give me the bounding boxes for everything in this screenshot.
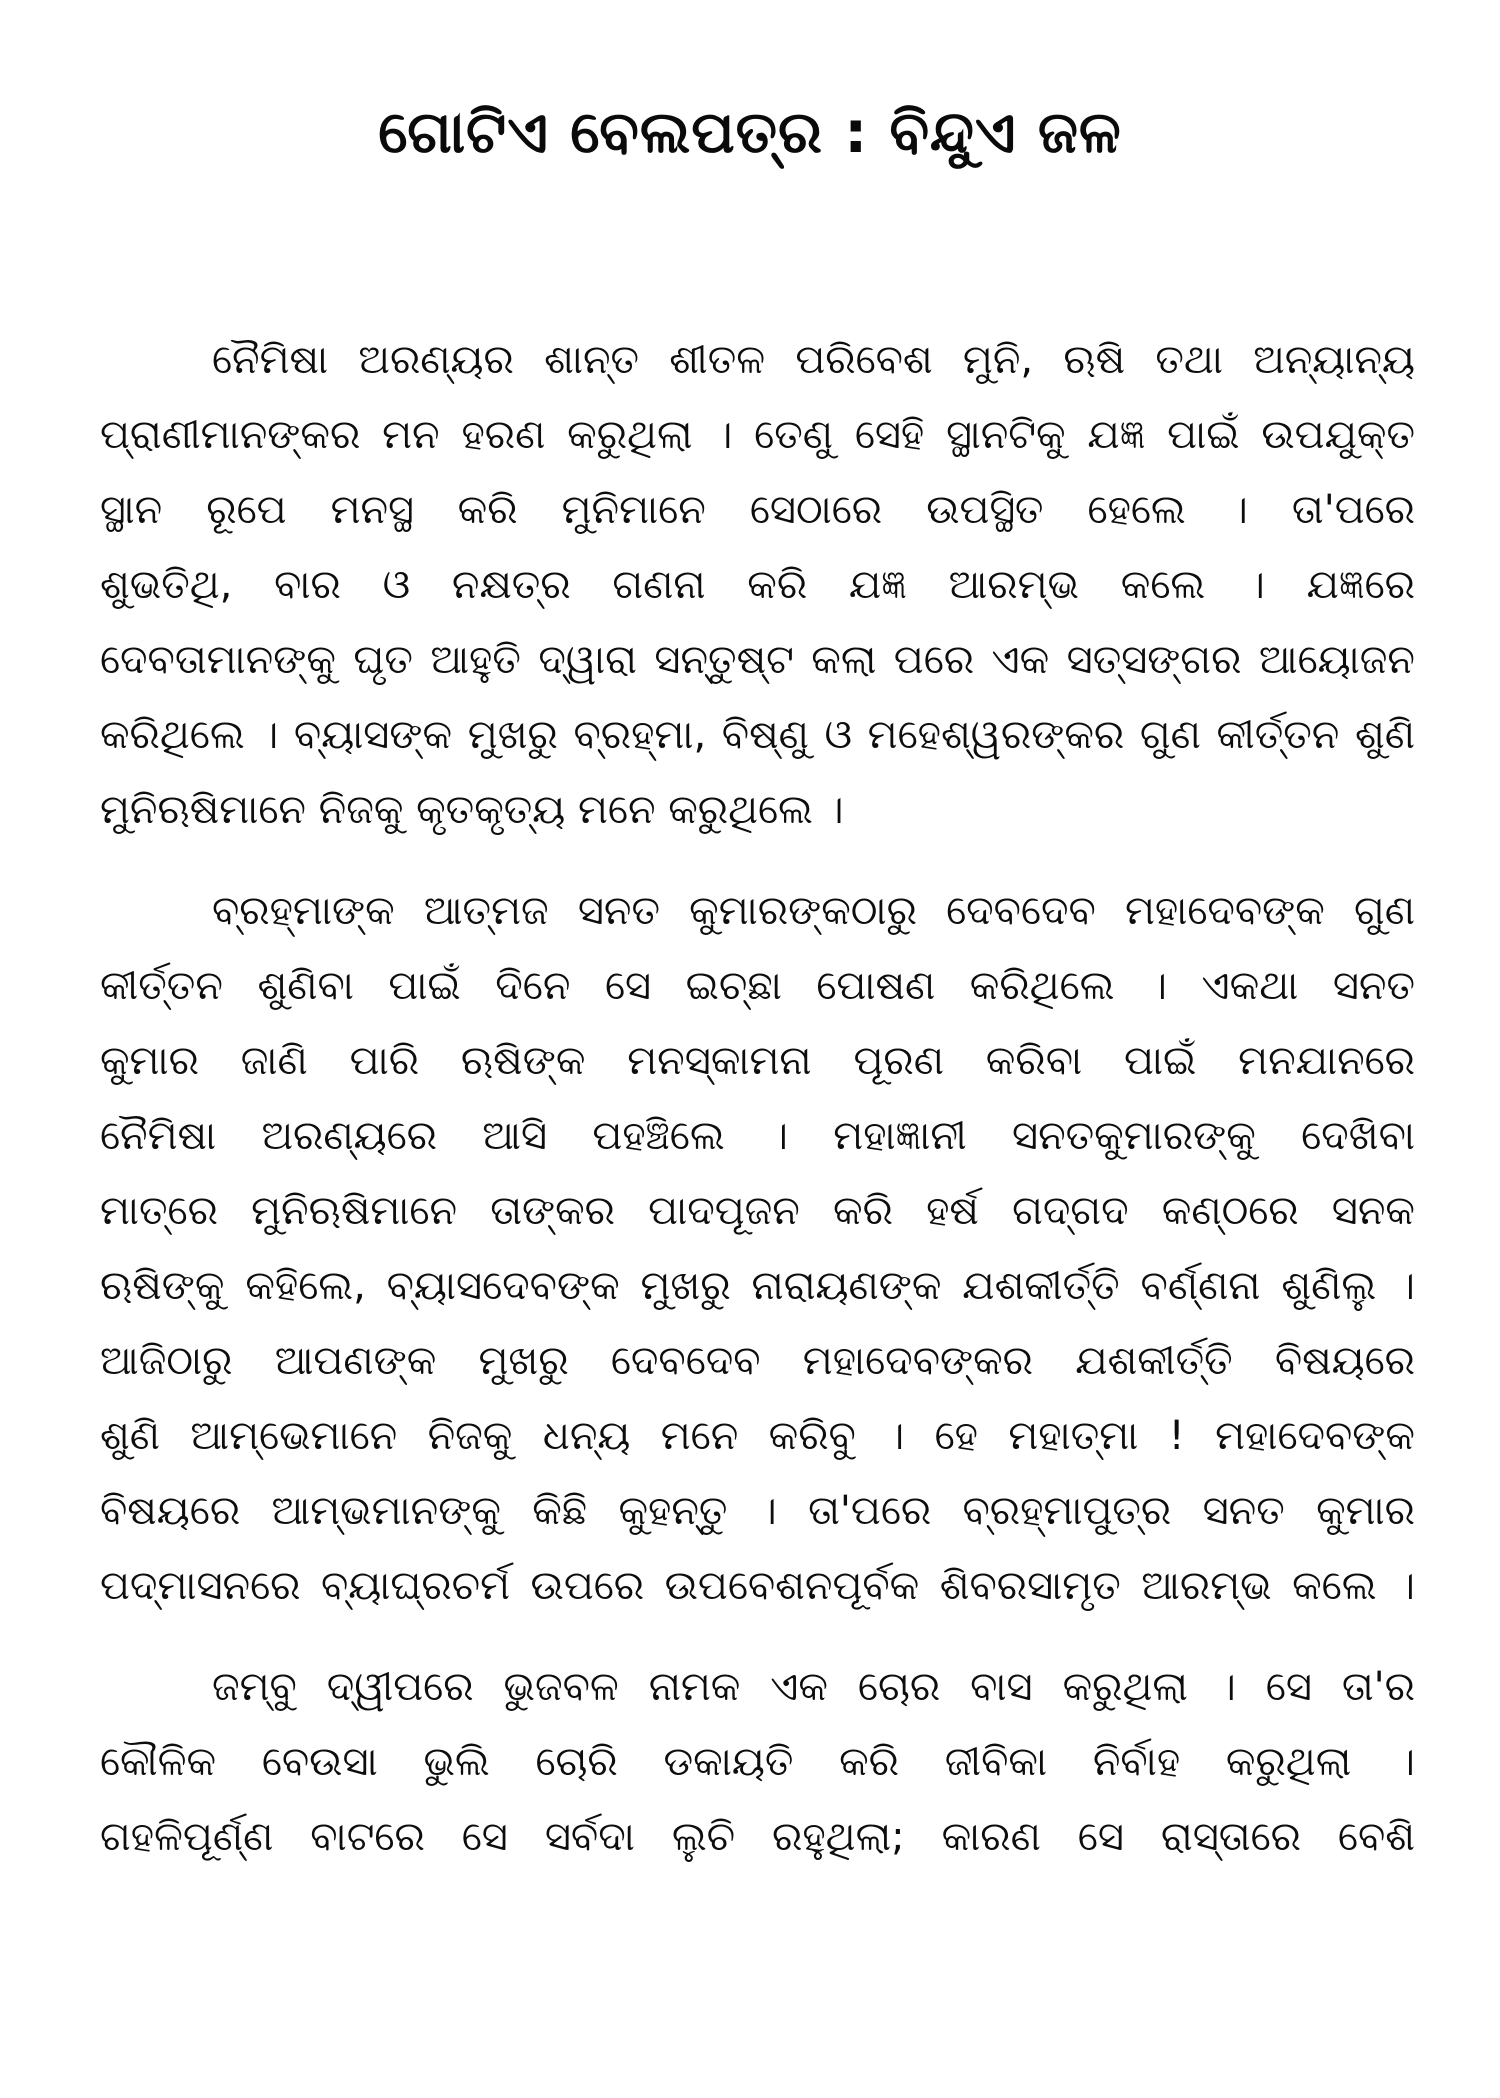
text-line: ବ୍ରହ୍ମାଙ୍କ ଆତ୍ମଜ ସନତ କୁମାରଙ୍କଠାରୁ ଦେବଦେବ ମହାଦେବଙ୍କ ଗୁଣ [212, 888, 1415, 934]
paragraph-3 [100, 1650, 1415, 1875]
text-line: ପଦ୍ମାସନରେ ବ୍ୟାଘ୍ରଚର୍ମ ଉପରେ ଉପବେଶନପୂର୍ବକ ଶିବରସାମୃତ ଆରମ୍ଭ କଲେ । [100, 1563, 1415, 1609]
text-line: କୌଳିକ ବେଉସା ଭୁଲି ଚୋରି ଡକାୟତି କରି ଜୀବିକା ନିର୍ବାହ କରୁଥିଲା । [100, 1739, 1415, 1785]
text-line: ସ୍ଥାନ ରୂପେ ମନସ୍ଥ କରି ମୁନିମାନେ ସେଠାରେ ଉପସ୍ଥିତ ହେଲେ । ତା'ପରେ [100, 487, 1415, 533]
text-line: କୀର୍ତ୍ତନ ଶୁଣିବା ପାଇଁ ଦିନେ ସେ ଇଚ୍ଛା ପୋଷଣ କରିଥିଲେ । ଏକଥା ସନତ [100, 963, 1415, 1009]
text-line: ଋଷିଙ୍କୁ କହିଲେ, ବ୍ୟାସଦେବଙ୍କ ମୁଖରୁ ନାରାୟଣଙ୍କ ଯଶକୀର୍ତ୍ତି ବର୍ଣ୍ଣନା ଶୁଣିଲୁ । [100, 1263, 1415, 1309]
scanned-book-page [0, 98, 1500, 2098]
text-line: ବିଷୟରେ ଆମ୍ଭମାନଙ୍କୁ କିଛି କୁହନ୍ତୁ । ତା'ପରେ ବ୍ରହ୍ମାପୁତ୍ର ସନତ କୁମାର [100, 1488, 1415, 1534]
text-line: ଶୁଭତିଥି, ବାର ଓ ନକ୍ଷତ୍ର ଗଣନା କରି ଯଜ୍ଞ ଆରମ୍ଭ କଲେ । ଯଜ୍ଞରେ [100, 562, 1415, 608]
text-line: ଗହଳିପୂର୍ଣ୍ଣ ବାଟରେ ସେ ସର୍ବଦା ଲୁଚି ରହୁଥିଲା; କାରଣ ସେ ରାସ୍ତାରେ ବେଶି [100, 1814, 1415, 1860]
text-line: ନୈମିଷା ଅରଣ୍ୟରେ ଆସି ପହଞ୍ଚିଲେ । ମହାଜ୍ଞାନୀ ସନତକୁମାରଙ୍କୁ ଦେଖିବା [100, 1113, 1415, 1159]
text-line: ଦେବତାମାନଙ୍କୁ ଘୃତ ଆହୁତି ଦ୍ୱାରା ସନ୍ତୁଷ୍ଟ କଲା ପରେ ଏକ ସତ୍‌ସଙ୍ଗର ଆୟୋଜନ [100, 637, 1415, 683]
page-title: ଗୋଟିଏ ବେଲପତ୍ର : ବିନ୍ଦୁଏ ଜଳ [378, 98, 1122, 166]
paragraph-1 [100, 323, 1415, 848]
text-line: କୁମାର ଜାଣି ପାରି ଋଷିଙ୍କ ମନସ୍କାମନା ପୂରଣ କରିବା ପାଇଁ ମନଯାନରେ [100, 1038, 1415, 1084]
paragraph-2 [100, 874, 1415, 1624]
text-line: ମାତ୍ରେ ମୁନିଋଷିମାନେ ତାଙ୍କର ପାଦପୂଜନ କରି ହର୍ଷ ଗଦ୍‌ଗଦ କଣ୍ଠରେ ସନକ [100, 1188, 1415, 1234]
text-line: ପ୍ରାଣୀମାନଙ୍କର ମନ ହରଣ କରୁଥିଲା । ତେଣୁ ସେହି ସ୍ଥାନଟିକୁ ଯଜ୍ଞ ପାଇଁ ଉପଯୁକ୍ତ [100, 412, 1415, 458]
text-line: ଶୁଣି ଆମ୍ଭେମାନେ ନିଜକୁ ଧନ୍ୟ ମନେ କରିବୁ । ହେ ମହାତ୍ମା ! ମହାଦେବଙ୍କ [100, 1413, 1415, 1459]
body-text [100, 323, 1415, 1901]
text-line: ମୁନିଋଷିମାନେ ନିଜକୁ କୃତକୃତ୍ୟ ମନେ କରୁଥିଲେ । [100, 787, 844, 833]
text-line: ଜମ୍ବୁ ଦ୍ୱୀପରେ ଭୁଜବଳ ନାମକ ଏକ ଚୋର ବାସ କରୁଥିଲା । ସେ ତା'ର [212, 1664, 1415, 1710]
text-line: କରିଥିଲେ । ବ୍ୟାସଙ୍କ ମୁଖରୁ ବ୍ରହ୍ମା, ବିଷ୍ଣୁ ଓ ମହେଶ୍ୱରଙ୍କର ଗୁଣ କୀର୍ତ୍ତନ ଶୁଣି [100, 712, 1415, 758]
text-line: ଆଜିଠାରୁ ଆପଣଙ୍କ ମୁଖରୁ ଦେବଦେବ ମହାଦେବଙ୍କର ଯଶକୀର୍ତ୍ତି ବିଷୟରେ [100, 1338, 1415, 1384]
text-line: ନୈମିଷା ଅରଣ୍ୟର ଶାନ୍ତ ଶୀତଳ ପରିବେଶ ମୁନି, ଋଷି ତଥା ଅନ୍ୟାନ୍ୟ [212, 337, 1415, 383]
